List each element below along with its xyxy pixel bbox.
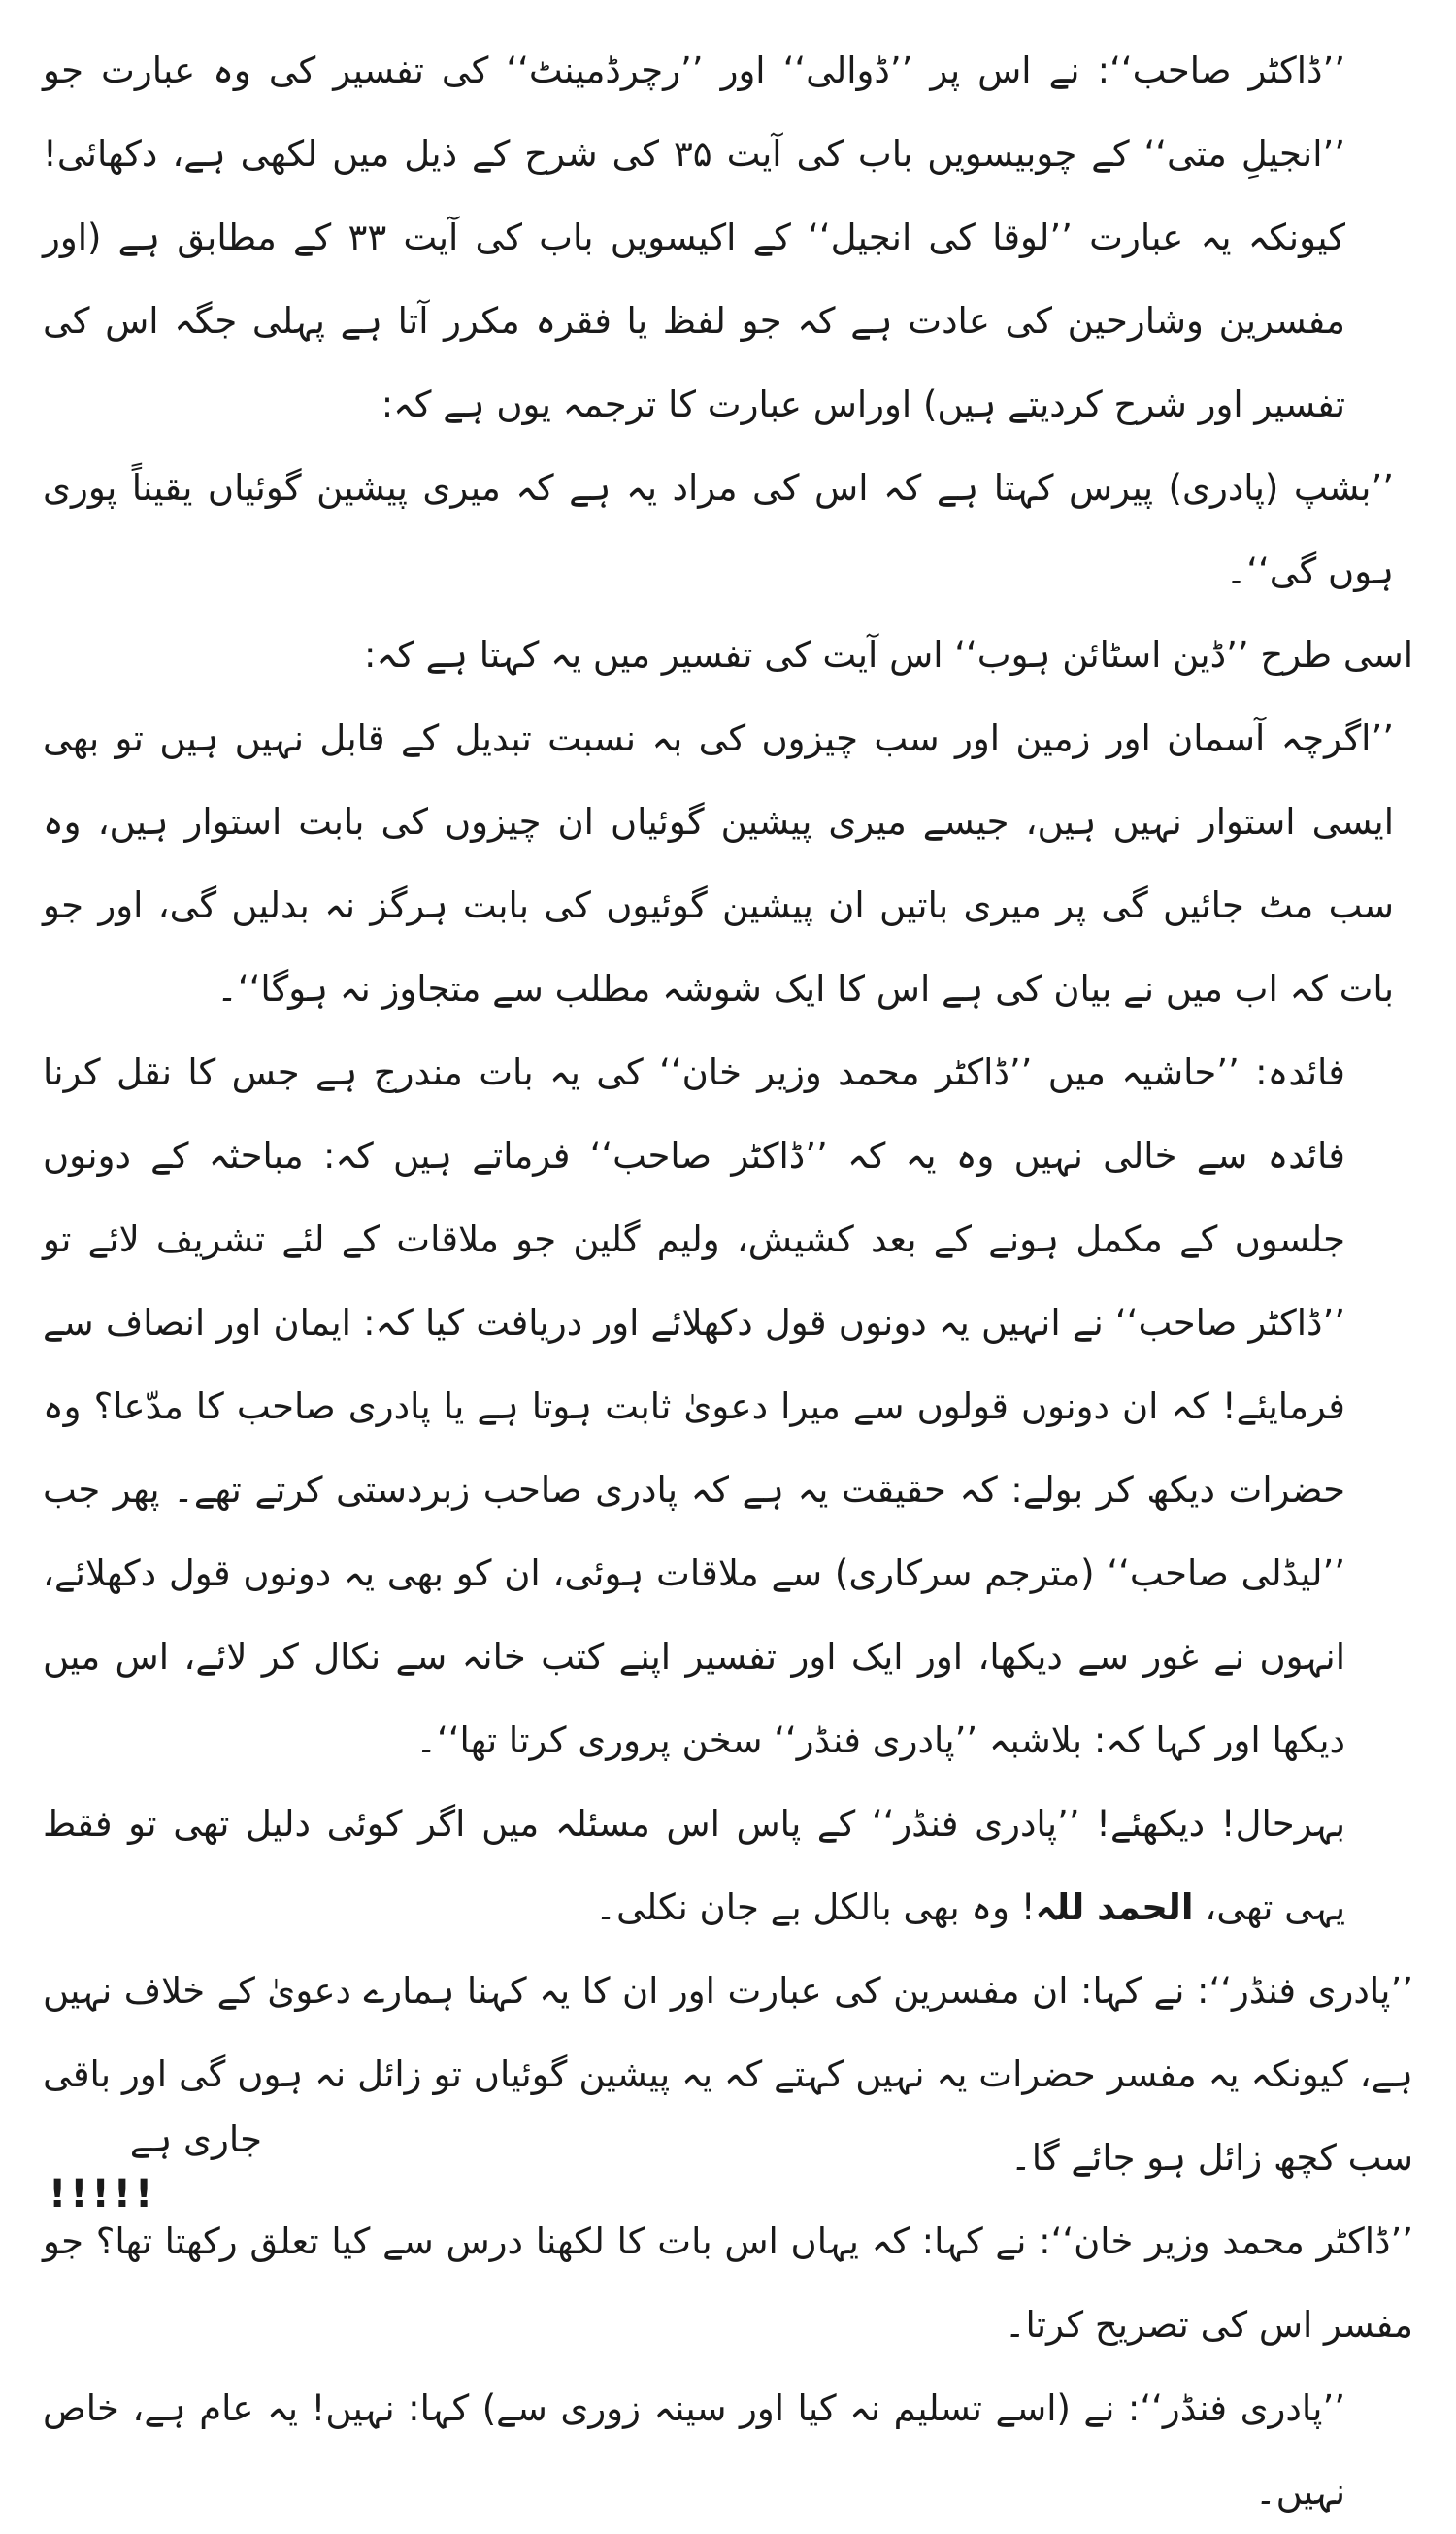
paragraph-conclusion <box>43 1783 1413 1950</box>
paragraph-pfander-final: ’’پادری فنڈر‘‘: نے (اسے تسلیم نہ کیا اور سینہ زوری سے) کہا: نہیں! یہ عام ہے، خاص نہیں۔ <box>43 2387 1345 2513</box>
paragraph-pfander-reply: ’’پادری فنڈر‘‘: نے کہا: ان مفسرین کی عبارت اور ان کا یہ کہنا ہمارے دعویٰ کے خلاف نہیں ہے، کیونکہ یہ مفسر حضرات یہ نہیں کہتے کہ یہ پیشین گوئیاں تو زائل نہ ہوں گی اور باقی سب کچھ زائل ہو جائے گا۔ <box>43 1970 1413 2179</box>
paragraph-benefit-note: فائدہ: ’’حاشیہ میں ’’ڈاکٹر محمد وزیر خان‘‘ کی یہ بات مندرج ہے جس کا نقل کرنا فائدہ سے خالی نہیں وہ یہ کہ ’’ڈاکٹر صاحب‘‘ فرماتے ہیں کہ: مباحثہ کے دونوں جلسوں کے مکمل ہونے کے بعد کشیش، ولیم گلین جو ملاقات کے لئے تشریف لائے تو ’’ڈاکٹر صاحب‘‘ نے انہیں یہ دونوں قول دکھلائے اور دریافت کیا کہ: ایمان اور انصاف سے فرمایئے! کہ ان دونوں قولوں سے میرا دعویٰ ثابت ہوتا ہے یا پادری صاحب کا مدّعا؟ وہ حضرات دیکھ کر بولے: کہ حقیقت یہ ہے کہ پادری صاحب زبردستی کرتے تھے۔ پھر جب ’’لیڈلی صاحب‘‘ (مترجم سرکاری) سے ملاقات ہوئی، ان کو بھی یہ دونوں قول دکھلائے، انہوں نے غور سے دیکھا، اور ایک اور تفسیر اپنے کتب خانہ سے نکال کر لائے، اس میں دیکھا اور کہا کہ: بلاشبہ ’’پادری فنڈر‘‘ سخن پروری کرتا تھا‘‘۔ <box>43 1051 1345 1761</box>
paragraph-bishop-quote: ’’بشپ (پادری) پیرس کہتا ہے کہ اس کی مراد یہ ہے کہ میری پیشین گوئیاں یقیناً پوری ہوں گی‘‘۔ <box>43 467 1394 592</box>
paragraph-dean-intro: اسی طرح ’’ڈین اسٹائن ہوب‘‘ اس آیت کی تفسیر میں یہ کہتا ہے کہ: <box>364 634 1413 676</box>
alhamdulillah-phrase: الحمد للہ <box>1035 1886 1194 1928</box>
conclusion-tail: ! وہ بھی بالکل بے جان نکلی۔ <box>595 1886 1036 1928</box>
paragraph-doctor-reply: ’’ڈاکٹر صاحب‘‘: نے اس پر ’’ڈوالی‘‘ اور ’’رچرڈمینٹ‘‘ کی تفسیر کی وہ عبارت جو ’’انجیلِ متی‘‘ کے چوبیسویں باب کی آیت ۳۵ کی شرح کے ذیل میں لکھی ہے، دکھائی! کیونکہ یہ عبارت ’’لوقا کی انجیل‘‘ کے اکیسویں باب کی آیت ۳۳ کے مطابق ہے (اور مفسرین وشارحین کی عادت ہے کہ جو لفظ یا فقرہ مکرر آتا ہے پہلی جگہ اس کی تفسیر اور شرح کردیتے ہیں) اوراس عبارت کا ترجمہ یوں ہے کہ: <box>43 50 1345 425</box>
conclusion-text: بہرحال! دیکھئے! ’’پادری فنڈر‘‘ کے پاس اس مسئلہ میں اگر کوئی دلیل تھی تو فقط یہی تھی، <box>43 1803 1345 1928</box>
exclamation-marks: !!!!! <box>49 2172 157 2217</box>
continued-label: جاری ہے <box>129 2118 262 2160</box>
continued-marker <box>49 2113 262 2221</box>
paragraph-dean-quote: ’’اگرچہ آسمان اور زمین اور سب چیزوں کی بہ نسبت تبدیل کے قابل نہیں ہیں تو بھی ایسی استوار نہیں ہیں، جیسے میری پیشین گوئیاں ان چیزوں کی بابت استوار ہیں، وہ سب مٹ جائیں گی پر میری باتیں ان پیشین گوئیوں کی بابت ہرگز نہ بدلیں گی، اور جو بات کہ اب میں نے بیان کی ہے اس کا ایک شوشہ مطلب سے متجاوز نہ ہوگا‘‘۔ <box>43 717 1394 1010</box>
paragraph-wazir-khan-reply: ’’ڈاکٹر محمد وزیر خان‘‘: نے کہا: کہ یہاں اس بات کا لکھنا درس سے کیا تعلق رکھتا تھا؟ جو مفسر اس کی تصریح کرتا۔ <box>43 2220 1413 2346</box>
